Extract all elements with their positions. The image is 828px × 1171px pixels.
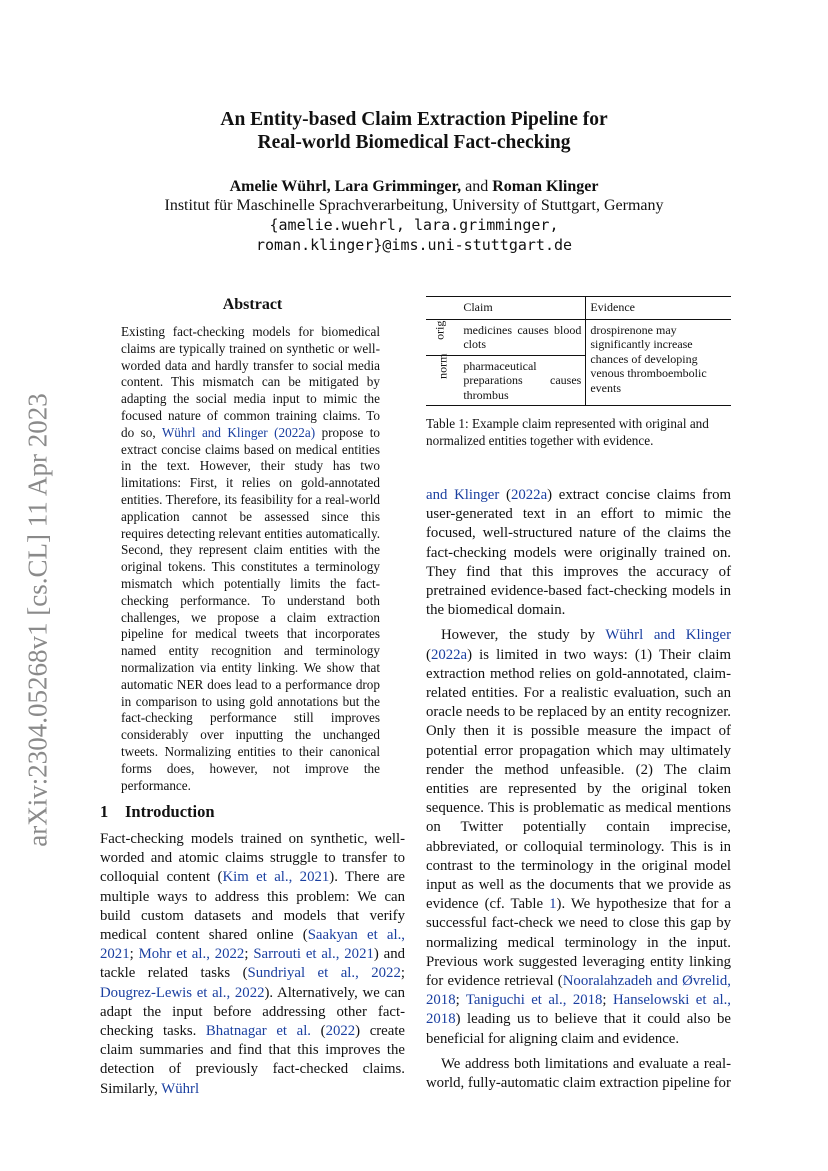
table-row bbox=[426, 319, 731, 355]
email-line-1: {amelie.wuehrl, lara.grimminger, bbox=[269, 216, 559, 234]
body-text: However, the study by bbox=[441, 627, 606, 644]
body-text: ( bbox=[426, 646, 431, 663]
right-column-text bbox=[426, 486, 731, 1093]
section-number: 1 bbox=[100, 802, 109, 821]
row-label-cell bbox=[426, 355, 459, 406]
author-and: and bbox=[461, 178, 493, 195]
author-names-1: Amelie Wührl, Lara Grimminger, bbox=[229, 178, 462, 195]
body-text: ; bbox=[602, 992, 613, 1009]
citation-link[interactable]: Dougrez-Lewis et al., 2022 bbox=[100, 984, 265, 1001]
body-text: ( bbox=[311, 1023, 326, 1040]
body-text: We address both limitations and evaluate a real-world, fully-automatic claim extraction pipeline for bbox=[426, 1055, 731, 1092]
citation-link[interactable]: Sundriyal et al., 2022 bbox=[247, 965, 401, 982]
abstract-body bbox=[121, 324, 380, 794]
body-text: ; bbox=[400, 965, 405, 982]
citation-link[interactable]: Nooralahzadeh and Øvrelid, 2018 bbox=[426, 973, 732, 1009]
email-line-2: roman.klinger}@ims.uni-stuttgart.de bbox=[255, 236, 573, 254]
body-text: ). We hypothesize that for a successful fact-check we need to close this gap by normalizing medical terminology in the input. Previous work suggested leveraging entity linking for evidence retrieval ( bbox=[426, 896, 731, 990]
arxiv-stamp-text: arXiv:2304.05268v1 [cs.CL] 11 Apr 2023 bbox=[22, 393, 53, 847]
evidence-cell: drospirenone may significantly increase chances of developing venous thromboembolic events bbox=[590, 322, 707, 395]
body-text: ( bbox=[499, 487, 511, 503]
section-title: Introduction bbox=[125, 802, 215, 821]
body-text: ) create claim summaries and find that this improves the detection of previously fact-checked claims. Similarly, bbox=[100, 1023, 406, 1097]
authors bbox=[100, 177, 728, 197]
claim-cell-norm: pharmaceutical preparations causes thrombus bbox=[459, 355, 586, 406]
body-text: ; bbox=[244, 946, 254, 963]
table-ref-link[interactable]: 1 bbox=[549, 896, 557, 913]
table-caption: Table 1: Example claim represented with original and normalized entities together with evidence. bbox=[426, 416, 709, 448]
row-label-cell bbox=[426, 319, 459, 355]
citation-link[interactable]: Mohr et al., 2022 bbox=[138, 946, 245, 963]
paragraph bbox=[426, 1055, 731, 1093]
body-text: ) leading us to believe that it could also be beneficial for aligning claim and evidence. bbox=[426, 1011, 731, 1047]
section-heading bbox=[100, 802, 215, 822]
title-line-2: Real-world Biomedical Fact-checking bbox=[257, 132, 571, 153]
abstract-text: Existing fact-checking models for biomedical claims are typically trained on synthetic or well-worded data and hardly transfer to social media content. This mismatch can be mitigated by adapting the social media input to mimic the focused nature of common training claims. To do so, bbox=[121, 324, 380, 440]
citation-link[interactable]: Hanselowski et al., 2018 bbox=[426, 992, 731, 1028]
citation-link[interactable]: Wührl and Klinger bbox=[605, 627, 731, 644]
body-text: ). There are multiple ways to address this problem: We can build custom datasets and models that verify medical content shared online ( bbox=[100, 869, 405, 944]
citation-link[interactable]: Taniguchi et al., 2018 bbox=[465, 992, 603, 1009]
claim-cell-orig: medicines causes blood clots bbox=[459, 319, 586, 355]
intro-paragraph bbox=[100, 830, 405, 1099]
citation-link[interactable]: Wührl bbox=[161, 1080, 200, 1097]
title-line-1: An Entity-based Claim Extraction Pipeline for bbox=[220, 109, 608, 130]
body-text: Fact-checking models trained on synthetic, well-worded and atomic claims struggle to transfer to colloquial content ( bbox=[100, 831, 405, 886]
body-text: ; bbox=[455, 992, 466, 1009]
arxiv-stamp bbox=[18, 365, 58, 875]
affiliation: Institut für Maschinelle Sprachverarbeitung, University of Stuttgart, Germany bbox=[164, 197, 664, 214]
body-text: ) and tackle related tasks ( bbox=[100, 946, 406, 982]
body-text: ) is limited in two ways: (1) Their claim extraction method relies on gold-annotated, claim-related entities. For a realistic evaluation, such an oracle needs to be replaced by an entity recognizer. Only then it is possible measure the impact of potential error propagation which may ultimately render the method unfeasible. (2) The claim entities are represented by the original token sequence. This is problematic as medical mentions on Twitter potentially contain imprecise, abbreviated, or colloquial terminology. This is in contrast to the terminology in the original model input as well as the documents that we provide as evidence (cf. Table bbox=[426, 646, 731, 913]
emails bbox=[100, 215, 728, 255]
row-label-orig: orig bbox=[432, 320, 447, 340]
abstract-heading: Abstract bbox=[222, 296, 283, 313]
citation-link[interactable]: Sarrouti et al., 2021 bbox=[253, 946, 374, 963]
paragraph bbox=[426, 626, 731, 1048]
abstract-text: propose to extract concise claims based on medical entities in the text. However, their study has two limitations: First, it relies on gold-annotated entities. Therefore, its feasibility for a real-world application cannot be assessed since this requires detecting relevant entities automatically. Second, they represent claim entities with the original tokens. This constitutes a terminology mismatch which potentially limits the fact-checking performance. To understand both challenges, we propose a claim extraction pipeline for medical tweets that incorporates named entity recognition and terminology normalization via entity linking. We show that automatic NER does lead to a performance drop in comparison to using gold annotations but the fact-checking performance still improves considerably over inputting the unchanged tweets. Normalizing entities to their canonical forms does, however, not improve the performance. bbox=[121, 424, 380, 793]
paragraph bbox=[426, 486, 731, 620]
body-text: ) extract concise claims from user-generated text in an effort to mimic the focused, well-structured nature of the claims the fact-checking models were originally trained on. They find that this improves the accuracy of pretrained evidence-based fact-checking models in the biomedical domain. bbox=[426, 487, 731, 619]
citation-link[interactable]: 2022a bbox=[510, 487, 548, 503]
citation-link[interactable]: Saakyan et al., 2021 bbox=[100, 927, 405, 963]
paper-title bbox=[100, 108, 728, 154]
citation-link[interactable]: 2022 bbox=[325, 1023, 356, 1040]
body-text: ). Alternatively, we can adapt the input before addressing other fact-checking tasks. bbox=[100, 984, 406, 1040]
body-text: ; bbox=[129, 946, 139, 963]
citation-link[interactable]: and Klinger bbox=[426, 487, 500, 503]
table-header-claim: Claim bbox=[459, 297, 586, 320]
citation-link[interactable]: 2022a bbox=[430, 646, 468, 663]
table-corner bbox=[426, 297, 459, 320]
citation-link[interactable]: Bhatnagar et al. bbox=[205, 1023, 312, 1040]
citation-link[interactable]: Wührl and Klinger (2022a) bbox=[161, 424, 316, 440]
row-label-norm: norm bbox=[435, 353, 450, 379]
citation-link[interactable]: Kim et al., 2021 bbox=[222, 869, 330, 886]
example-table bbox=[426, 296, 731, 406]
table-header-evidence: Evidence bbox=[590, 300, 635, 314]
author-names-2: Roman Klinger bbox=[492, 178, 599, 195]
